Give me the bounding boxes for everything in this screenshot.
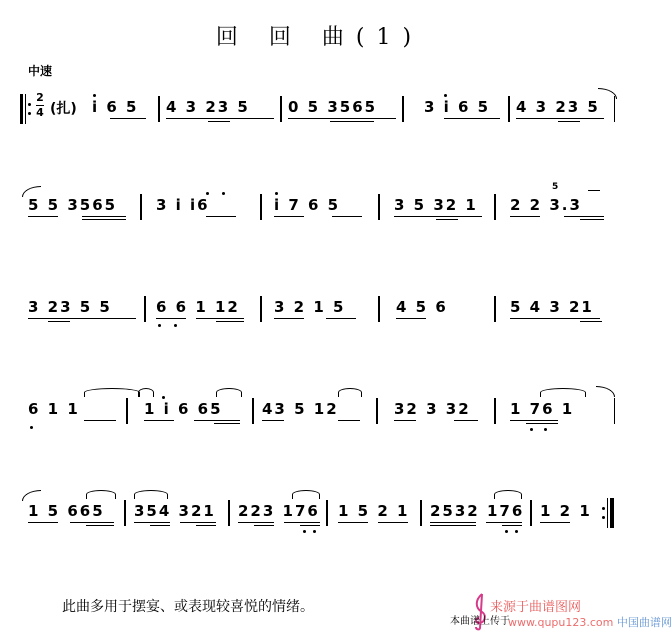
measure: 5 5 3565 <box>28 196 118 214</box>
measure: 6 6 1 12 <box>156 298 240 316</box>
measure: 1 5 665 <box>28 502 105 520</box>
measure: 5 4 3 21 <box>510 298 594 316</box>
measure: i 7 6 5 <box>274 196 341 214</box>
measure: 4 3 23 5 <box>166 98 250 116</box>
measure: 6 1 1 <box>28 400 80 418</box>
ornament-mark: (扎) <box>50 101 77 117</box>
measure: 1 2 1 <box>540 502 592 520</box>
performance-note: 此曲多用于摆宴、或表现较喜悦的情绪。 <box>62 599 314 615</box>
measure: 3 i i6 <box>156 196 210 214</box>
time-signature: 2 4 <box>36 91 44 119</box>
measure: 1 i 6 65 <box>144 400 223 418</box>
measure: 0 5 3565 <box>288 98 378 116</box>
measure: 223 176 <box>238 502 320 520</box>
measure: 4 5 6 <box>396 298 448 316</box>
score-title: 回 回 曲(1) <box>215 25 424 50</box>
source-caption: 本曲谱上传于 <box>450 616 510 627</box>
measure: 3 2 1 5 <box>274 298 346 316</box>
measure: 43 5 12 <box>262 400 339 418</box>
score-row-5 <box>20 494 618 554</box>
repeat-end-sign <box>600 498 614 528</box>
score-row-4 <box>20 392 618 452</box>
measure: 3 i 6 5 <box>424 98 491 116</box>
measure: 2532 176 <box>430 502 525 520</box>
watermark-source: 来源于曲谱图网 <box>490 600 582 615</box>
measure: 3 5 32 1 <box>394 196 478 214</box>
repeat-start-sign <box>20 94 32 124</box>
measure: 354 321 <box>134 502 216 520</box>
measure: 1 76 1 <box>510 400 575 418</box>
score-row-3 <box>20 290 618 350</box>
tempo-marking: 中速 <box>28 64 53 78</box>
measure: 1 5 2 1 <box>338 502 410 520</box>
watermark-url: www.qupu123.com 中国曲谱网 <box>508 616 672 629</box>
measure: 2 2 3.3 <box>510 196 582 214</box>
score-row-1 <box>20 90 618 150</box>
grace-note: 5 <box>552 182 559 192</box>
measure: 3 23 5 5 <box>28 298 112 316</box>
measure: i 6 5 <box>92 98 139 116</box>
score-row-2 <box>20 182 618 248</box>
measure: 32 3 32 <box>394 400 471 418</box>
measure: 4 3 23 5 <box>516 98 600 116</box>
